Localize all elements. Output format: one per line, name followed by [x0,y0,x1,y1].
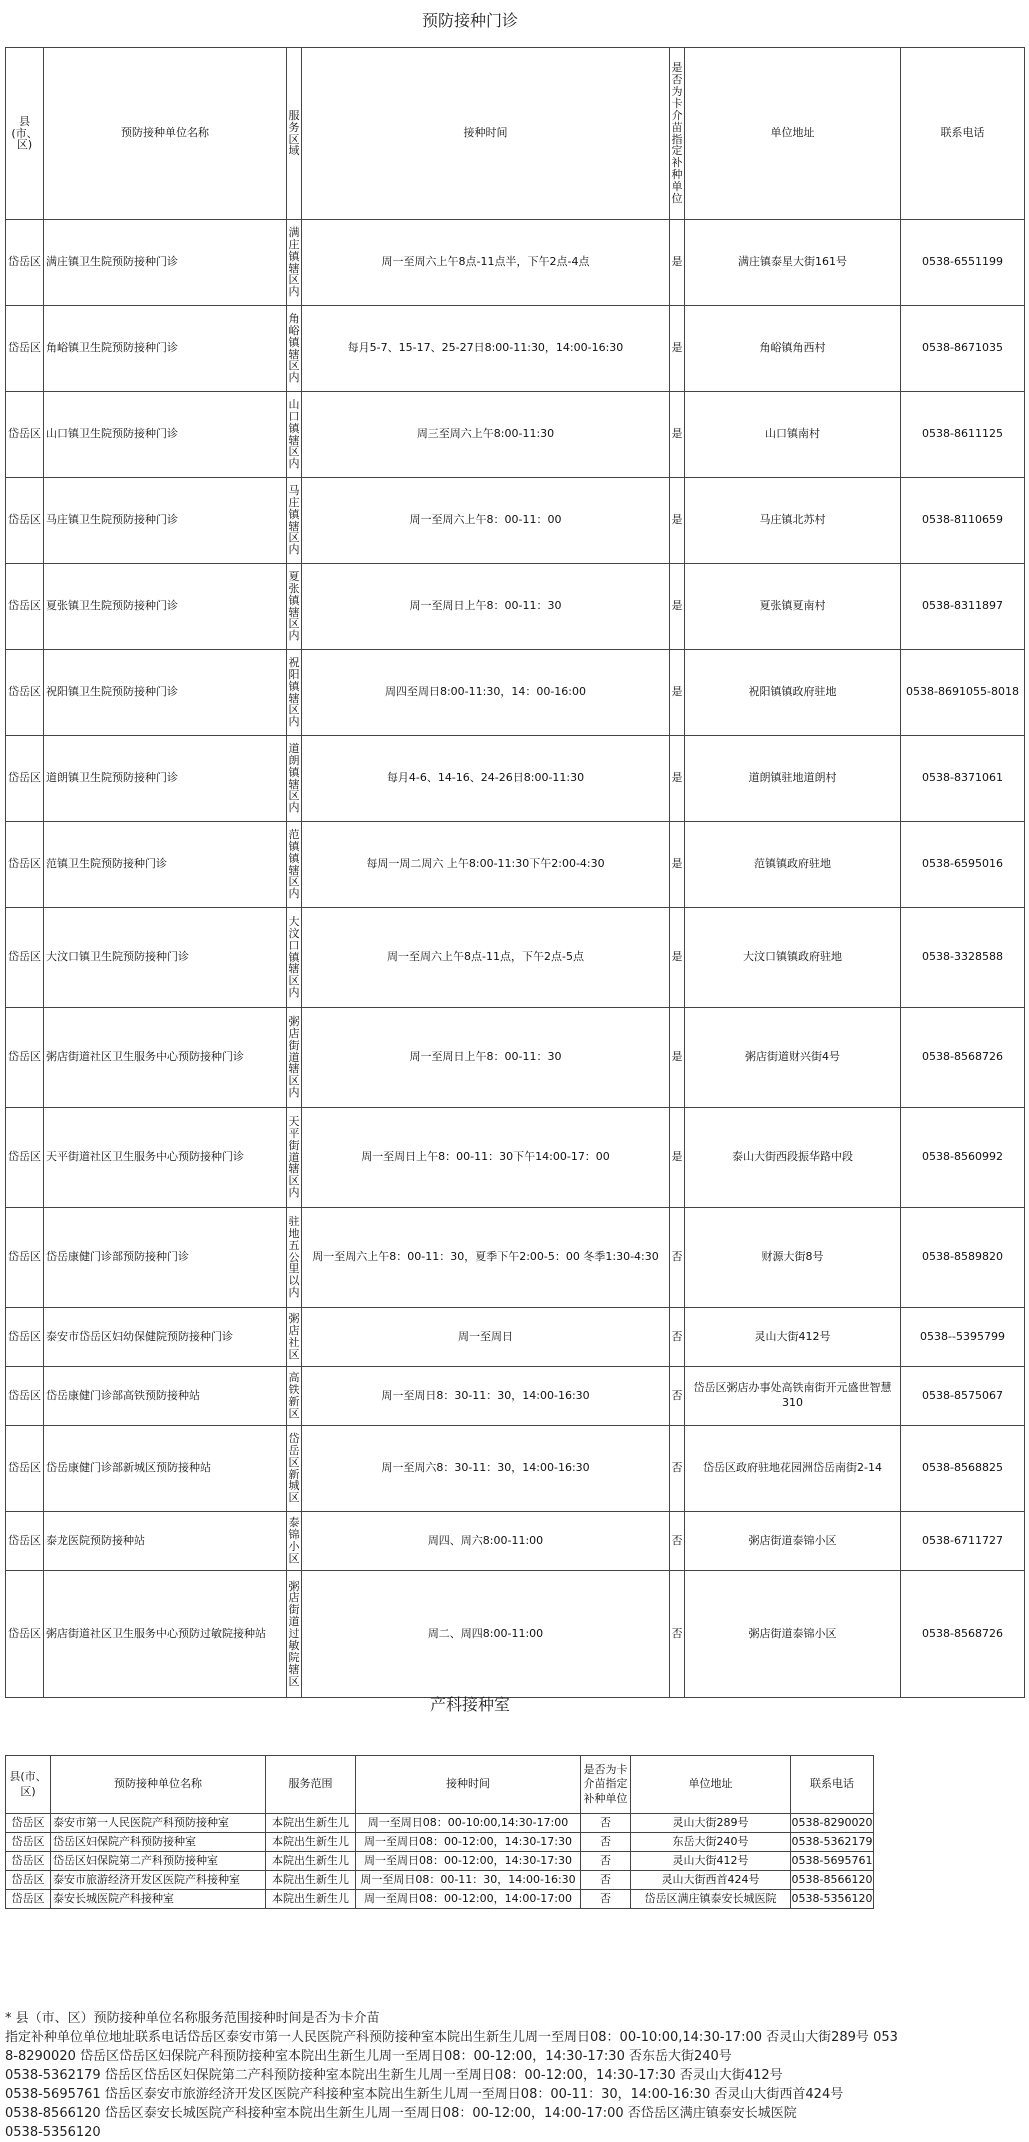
cell-phone: 0538-6595016 [901,822,1025,908]
table-row [6,478,1025,564]
cell-unit-name: 道朗镇卫生院预防接种门诊 [44,736,287,822]
cell-bcg-designated: 否 [581,1890,631,1909]
cell-address: 灵山大街412号 [685,1308,901,1367]
cell-unit-name: 山口镇卫生院预防接种门诊 [44,392,287,478]
cell-county: 岱岳区 [6,564,44,650]
cell-service-area: 大汶口镇辖区内 [287,908,302,1008]
cell-service-area: 角峪镇辖区内 [287,306,302,392]
cell-unit-name: 岱岳康健门诊部新城区预防接种站 [44,1426,287,1512]
table-row [6,1208,1025,1308]
cell-bcg-designated: 否 [670,1512,685,1571]
cell-service-area: 岱岳区新城区 [287,1426,302,1512]
cell-address: 岱岳区粥店办事处高铁南街开元盛世智慧310 [685,1367,901,1426]
section-title-obstetric-rooms: 产科接种室 [429,1695,510,1714]
cell-phone: 0538-8568726 [901,1008,1025,1108]
cell-address: 岱岳区满庄镇泰安长城医院 [631,1890,791,1909]
header-service-scope: 服务范围 [266,1756,356,1814]
cell-unit-name: 天平街道社区卫生服务中心预防接种门诊 [44,1108,287,1208]
cell-vaccination-time: 周一至周日上午8：00-11：30 [302,1008,670,1108]
header-phone: 联系电话 [791,1756,874,1814]
cell-bcg-designated: 是 [670,564,685,650]
table-row [6,1367,1025,1426]
cell-county: 岱岳区 [6,1367,44,1426]
cell-vaccination-time: 周四至周日8:00-11:30，14：00-16:00 [302,650,670,736]
footer-note: * 县（市、区）预防接种单位名称服务范围接种时间是否为卡介苗 指定补种单位单位地址联系电话岱岳区泰安市第一人民医院产科预防接种室本院出生新生儿周一至周日08：00-10:00,14:30-17:00 否灵山大街289号 0538-8290020 岱岳区岱岳区妇保院产科预防接种室本院出生新生儿周一至周日08：00-12:00，14:30-17:30 否东岳大街240号 0538-5362179 岱岳区岱岳区妇保院第二产科预防接种室本院出生新生儿周一至周日08：00-12:00，14:30-17:30 否灵山大街412号 0538-5695761 岱岳区泰安市旅游经济开发区医院产科接种室本院出生新生儿周一至周日08：00-11：30，14:00-16:30 否灵山大街西首424号 0538-8566120 岱岳区泰安长城医院产科接种室本院出生新生儿周一至周日08：00-12:00，14:00-17:00 否岱岳区满庄镇泰安长城医院 0538-5356120 [5,2011,898,2140]
cell-bcg-designated: 是 [670,1108,685,1208]
section-title-vaccination-clinics: 预防接种门诊 [421,11,518,30]
table-row [6,1833,874,1852]
cell-county: 岱岳区 [6,1852,51,1871]
cell-vaccination-time: 每周一周二周六 上午8:00-11:30下午2:00-4:30 [302,822,670,908]
obstetric-table-body [6,1814,874,1909]
cell-bcg-designated: 是 [670,650,685,736]
header-address: 单位地址 [685,48,901,220]
table-row [6,306,1025,392]
cell-address: 灵山大街289号 [631,1814,791,1833]
table-row [6,1890,874,1909]
cell-service-area: 本院出生新生儿 [266,1852,356,1871]
cell-vaccination-time: 每月4-6、14-16、24-26日8:00-11:30 [302,736,670,822]
cell-unit-name: 角峪镇卫生院预防接种门诊 [44,306,287,392]
cell-unit-name: 泰安市岱岳区妇幼保健院预防接种门诊 [44,1308,287,1367]
cell-address: 夏张镇夏南村 [685,564,901,650]
cell-phone: 0538-8575067 [901,1367,1025,1426]
cell-address: 大汶口镇镇政府驻地 [685,908,901,1008]
table-row [6,564,1025,650]
cell-vaccination-time: 周一至周六上午8点-11点，下午2点-5点 [302,908,670,1008]
cell-vaccination-time: 周一至周日08：00-12:00，14:00-17:00 [356,1890,581,1909]
table-row [6,1571,1025,1698]
cell-phone: 0538-8110659 [901,478,1025,564]
cell-unit-name: 泰龙医院预防接种站 [44,1512,287,1571]
cell-phone: 0538-8311897 [901,564,1025,650]
cell-address: 灵山大街西首424号 [631,1871,791,1890]
header-phone: 联系电话 [901,48,1025,220]
cell-address: 山口镇南村 [685,392,901,478]
table-row [6,1512,1025,1571]
cell-vaccination-time: 周三至周六上午8:00-11:30 [302,392,670,478]
cell-bcg-designated: 是 [670,478,685,564]
cell-service-area: 本院出生新生儿 [266,1871,356,1890]
cell-address: 祝阳镇镇政府驻地 [685,650,901,736]
cell-address: 粥店街道泰锦小区 [685,1571,901,1698]
cell-service-area: 高铁新区 [287,1367,302,1426]
cell-service-area: 马庄镇辖区内 [287,478,302,564]
cell-phone: 0538--5395799 [901,1308,1025,1367]
cell-county: 岱岳区 [6,1571,44,1698]
cell-vaccination-time: 周一至周日8：30-11：30，14:00-16:30 [302,1367,670,1426]
header-vaccination-time: 接种时间 [356,1756,581,1814]
cell-service-area: 道朗镇辖区内 [287,736,302,822]
table-row [6,1008,1025,1108]
table-row [6,736,1025,822]
cell-phone: 0538-8691055-8018 [901,650,1025,736]
cell-county: 岱岳区 [6,1308,44,1367]
cell-unit-name: 范镇卫生院预防接种门诊 [44,822,287,908]
cell-county: 岱岳区 [6,1426,44,1512]
cell-bcg-designated: 否 [670,1426,685,1512]
cell-service-area: 粥店街道辖区内 [287,1008,302,1108]
cell-vaccination-time: 周一至周六上午8点-11点半，下午2点-4点 [302,220,670,306]
cell-address: 岱岳区政府驻地花园洲岱岳南街2-14 [685,1426,901,1512]
cell-phone: 0538-6551199 [901,220,1025,306]
cell-vaccination-time: 周一至周日08：00-12:00，14:30-17:30 [356,1833,581,1852]
cell-county: 岱岳区 [6,220,44,306]
cell-county: 岱岳区 [6,1814,51,1833]
cell-bcg-designated: 是 [670,392,685,478]
cell-county: 岱岳区 [6,1008,44,1108]
cell-vaccination-time: 周一至周六8：30-11：30，14:00-16:30 [302,1426,670,1512]
cell-address: 东岳大街240号 [631,1833,791,1852]
cell-phone: 0538-5362179 [791,1833,874,1852]
cell-service-area: 本院出生新生儿 [266,1890,356,1909]
cell-phone: 0538-3328588 [901,908,1025,1008]
cell-bcg-designated: 否 [670,1571,685,1698]
cell-vaccination-time: 周一至周六上午8：00-11：00 [302,478,670,564]
cell-county: 岱岳区 [6,822,44,908]
table-header-row [6,1756,874,1814]
cell-county: 岱岳区 [6,478,44,564]
cell-vaccination-time: 周四、周六8:00-11:00 [302,1512,670,1571]
header-address: 单位地址 [631,1756,791,1814]
header-bcg-designated: 是否为卡介苗指定补种单位 [581,1756,631,1814]
table-row [6,1108,1025,1208]
header-vaccination-time: 接种时间 [302,48,670,220]
table-row [6,1426,1025,1512]
header-unit-name: 预防接种单位名称 [44,48,287,220]
cell-phone: 0538-5695761 [791,1852,874,1871]
cell-phone: 0538-5356120 [791,1890,874,1909]
table-row [6,908,1025,1008]
cell-county: 岱岳区 [6,1833,51,1852]
cell-unit-name: 岱岳康健门诊部预防接种门诊 [44,1208,287,1308]
table-row [6,220,1025,306]
table-row [6,822,1025,908]
cell-county: 岱岳区 [6,1208,44,1308]
cell-bcg-designated: 是 [670,1008,685,1108]
cell-phone: 0538-8371061 [901,736,1025,822]
cell-bcg-designated: 是 [670,736,685,822]
obstetric-vaccination-table [5,1755,874,1909]
header-county: 县(市、区) [6,1756,51,1814]
cell-unit-name: 岱岳区妇保院产科预防接种室 [51,1833,266,1852]
cell-address: 灵山大街412号 [631,1852,791,1871]
cell-address: 泰山大街西段振华路中段 [685,1108,901,1208]
table-row [6,1308,1025,1367]
header-county: 县(市、区) [6,48,44,220]
header-unit-name: 预防接种单位名称 [51,1756,266,1814]
cell-address: 范镇镇政府驻地 [685,822,901,908]
cell-unit-name: 泰安市旅游经济开发区医院产科接种室 [51,1871,266,1890]
cell-vaccination-time: 周二、周四8:00-11:00 [302,1571,670,1698]
cell-county: 岱岳区 [6,1890,51,1909]
cell-county: 岱岳区 [6,1108,44,1208]
table-row [6,1852,874,1871]
header-service-area: 服务区域 [287,48,302,220]
cell-unit-name: 岱岳康健门诊部高铁预防接种站 [44,1367,287,1426]
cell-service-area: 天平街道辖区内 [287,1108,302,1208]
cell-unit-name: 泰安长城医院产科接种室 [51,1890,266,1909]
cell-bcg-designated: 否 [670,1308,685,1367]
cell-phone: 0538-8568825 [901,1426,1025,1512]
cell-service-area: 山口镇辖区内 [287,392,302,478]
cell-bcg-designated: 否 [581,1833,631,1852]
cell-service-area: 祝阳镇辖区内 [287,650,302,736]
cell-address: 角峪镇角西村 [685,306,901,392]
cell-bcg-designated: 否 [581,1852,631,1871]
cell-county: 岱岳区 [6,650,44,736]
cell-unit-name: 岱岳区妇保院第二产科预防接种室 [51,1852,266,1871]
table-row [6,392,1025,478]
cell-vaccination-time: 周一至周日 [302,1308,670,1367]
cell-bcg-designated: 是 [670,220,685,306]
cell-county: 岱岳区 [6,736,44,822]
cell-phone: 0538-8560992 [901,1108,1025,1208]
cell-service-area: 粥店街道过敏院辖区 [287,1571,302,1698]
cell-unit-name: 夏张镇卫生院预防接种门诊 [44,564,287,650]
cell-vaccination-time: 周一至周日08：00-10:00,14:30-17:00 [356,1814,581,1833]
cell-bcg-designated: 否 [581,1814,631,1833]
cell-service-area: 满庄镇辖区内 [287,220,302,306]
cell-service-area: 夏张镇辖区内 [287,564,302,650]
table-row [6,650,1025,736]
cell-county: 岱岳区 [6,1512,44,1571]
cell-phone: 0538-8568726 [901,1571,1025,1698]
cell-bcg-designated: 是 [670,822,685,908]
table-row [6,1871,874,1890]
cell-county: 岱岳区 [6,392,44,478]
cell-unit-name: 马庄镇卫生院预防接种门诊 [44,478,287,564]
cell-county: 岱岳区 [6,306,44,392]
cell-phone: 0538-8290020 [791,1814,874,1833]
cell-address: 满庄镇泰星大街161号 [685,220,901,306]
cell-vaccination-time: 周一至周六上午8：00-11：30，夏季下午2:00-5：00 冬季1:30-4:30 [302,1208,670,1308]
cell-phone: 0538-8566120 [791,1871,874,1890]
clinic-table-body [6,220,1025,1698]
cell-address: 粥店街道泰锦小区 [685,1512,901,1571]
cell-phone: 0538-6711727 [901,1512,1025,1571]
cell-service-area: 泰锦小区 [287,1512,302,1571]
cell-bcg-designated: 否 [670,1367,685,1426]
cell-phone: 0538-8589820 [901,1208,1025,1308]
cell-unit-name: 大汶口镇卫生院预防接种门诊 [44,908,287,1008]
cell-vaccination-time: 周一至周日上午8：00-11：30下午14:00-17：00 [302,1108,670,1208]
header-bcg-designated: 是否为卡介苗指定补种单位 [670,48,685,220]
cell-vaccination-time: 周一至周日08：00-12:00，14:30-17:30 [356,1852,581,1871]
cell-bcg-designated: 否 [581,1871,631,1890]
cell-service-area: 驻地五公里以内 [287,1208,302,1308]
cell-bcg-designated: 是 [670,306,685,392]
cell-address: 粥店街道财兴街4号 [685,1008,901,1108]
cell-service-area: 范镇镇辖区内 [287,822,302,908]
cell-vaccination-time: 周一至周日上午8：00-11：30 [302,564,670,650]
cell-unit-name: 泰安市第一人民医院产科预防接种室 [51,1814,266,1833]
cell-phone: 0538-8611125 [901,392,1025,478]
cell-unit-name: 满庄镇卫生院预防接种门诊 [44,220,287,306]
table-header-row [6,48,1025,220]
table-row [6,1814,874,1833]
cell-unit-name: 粥店街道社区卫生服务中心预防过敏院接种站 [44,1571,287,1698]
cell-phone: 0538-8671035 [901,306,1025,392]
cell-unit-name: 粥店街道社区卫生服务中心预防接种门诊 [44,1008,287,1108]
cell-vaccination-time: 每月5-7、15-17、25-27日8:00-11:30，14:00-16:30 [302,306,670,392]
cell-bcg-designated: 否 [670,1208,685,1308]
cell-service-area: 本院出生新生儿 [266,1833,356,1852]
vaccination-clinic-table [5,47,1025,1698]
cell-county: 岱岳区 [6,908,44,1008]
cell-county: 岱岳区 [6,1871,51,1890]
cell-service-area: 本院出生新生儿 [266,1814,356,1833]
cell-address: 财源大街8号 [685,1208,901,1308]
cell-address: 马庄镇北苏村 [685,478,901,564]
cell-bcg-designated: 是 [670,908,685,1008]
cell-unit-name: 祝阳镇卫生院预防接种门诊 [44,650,287,736]
cell-address: 道朗镇驻地道朗村 [685,736,901,822]
cell-service-area: 粥店社区 [287,1308,302,1367]
cell-vaccination-time: 周一至周日08：00-11：30，14:00-16:30 [356,1871,581,1890]
